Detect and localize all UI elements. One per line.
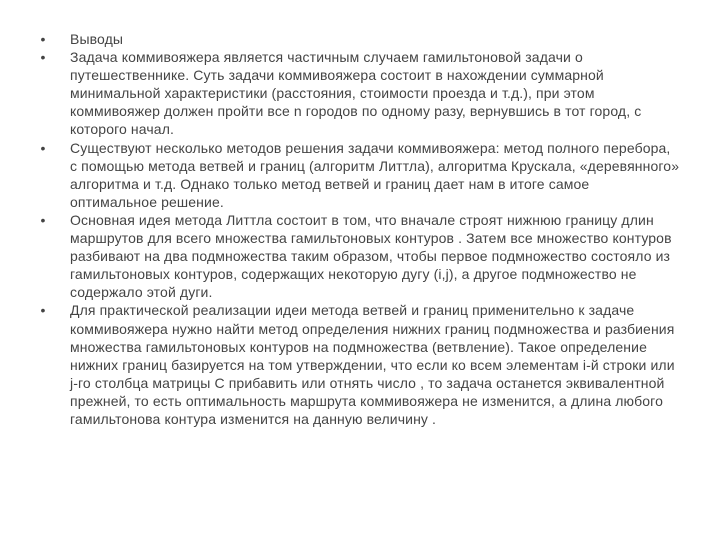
bullet-icon: • — [40, 211, 46, 228]
bullet-text: Выводы — [70, 31, 124, 47]
bullet-text: Основная идея метода Литтла состоит в том, что вначале строят нижнюю границу длин маршрутов для всего множества гамильтоновых контуров . Затем все множество контуров разбивают на два подмножества таким образом, чтобы первое подмножество состояло из гамильтоновых контуров, содержащих некоторую дугу (i,j), а другое подмножество не содержало этой дуги. — [70, 211, 672, 301]
bullet-item-conclusions — [38, 30, 680, 48]
bullet-text: Задача коммивояжера является частичным случаем гамильтоновой задачи о путешественнике. Суть задачи коммивояжера состоит в нахождении суммарной минимальной характеристики (расстояния, стоимости проезда и т.д.), при этом коммивояжер должен пройти все n городов по одному разу, вернувшись в тот город, с которого начал. — [70, 49, 642, 138]
bullet-item-implementation — [38, 301, 680, 428]
bullet-icon: • — [40, 49, 46, 66]
bullet-text: Для практической реализации идеи метода ветвей и границ применительно к задаче коммивояжера нужно найти метод определения нижних границ подмножества и разбиения множества гамильтоновых контуров на подмножества (ветвление). Такое определение нижних границ базируется на том утверждении, что если ко всем элементам i-й строки или j-го столбца матрицы С прибавить или отнять число , то задача останется эквивалентной прежней, то есть оптимальность маршрута коммивояжера не изменится, а длина любого гамильтонова контура изменится на данную величину . — [70, 302, 675, 427]
bullet-text: Существуют несколько методов решения задачи коммивояжера: метод полного перебора, с помощью метода ветвей и границ (алгоритм Литтла), алгоритма Крускала, «деревянного» алгоритма и т.д. Однако только метод ветвей и границ дает нам в итоге самое оптимальное решение. — [70, 139, 680, 210]
bullet-icon: • — [40, 139, 46, 156]
bullet-item-task-definition — [38, 48, 680, 138]
bullet-icon: • — [40, 31, 46, 47]
bullet-item-little-idea — [38, 211, 680, 301]
bullet-icon: • — [40, 302, 46, 319]
bullet-list — [38, 30, 680, 428]
bullet-item-methods — [38, 139, 680, 211]
